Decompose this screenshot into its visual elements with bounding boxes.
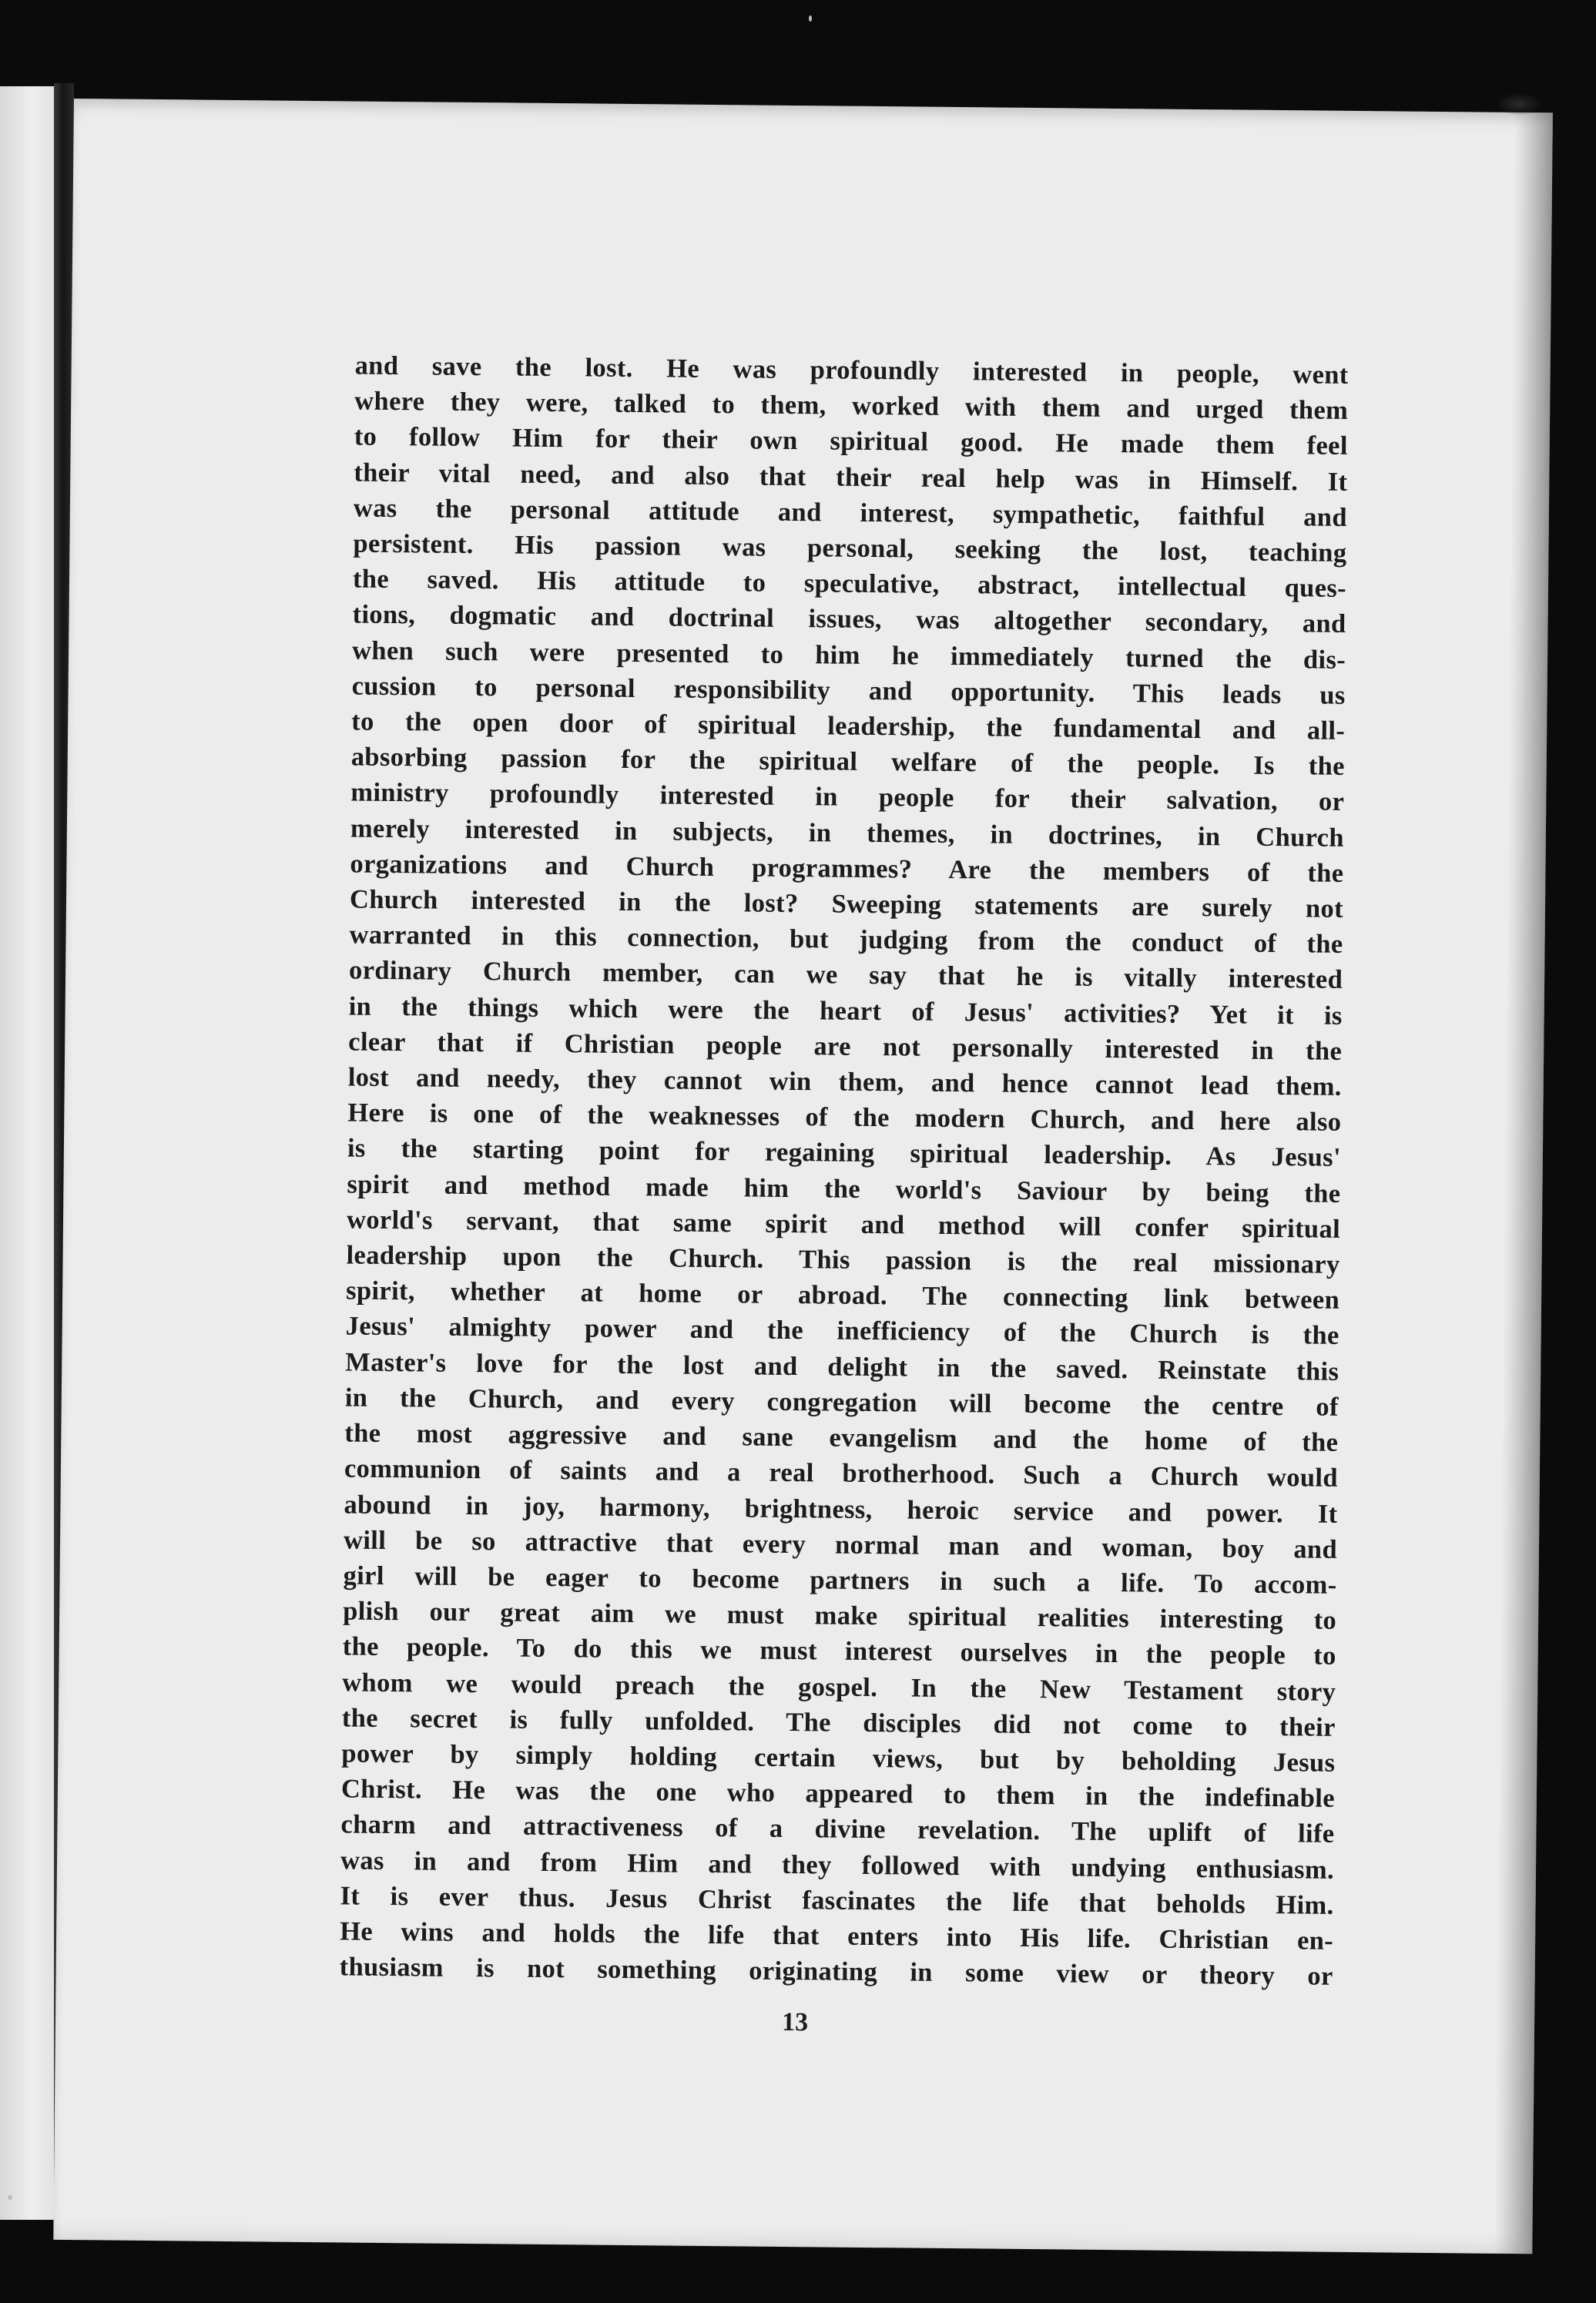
- text-line: organizations and Church programmes? Are the members of the: [350, 849, 1344, 888]
- text-line: He wins and holds the life that enters into His life. Christian en-: [339, 1916, 1334, 1956]
- text-line: cussion to personal responsibility and opportunity. This leads us: [351, 671, 1346, 710]
- text-line: ministry profoundly interested in people for their salvation, or: [350, 777, 1345, 817]
- text-line: the saved. His attitude to speculative, abstract, intellectual ques-: [352, 564, 1347, 604]
- text-line: tions, dogmatic and doctrinal issues, was altogether secondary, and: [352, 599, 1346, 639]
- text-line: persistent. His passion was personal, seeking the lost, teaching: [353, 528, 1347, 568]
- text-line: the secret is fully unfolded. The disciples did not come to their: [341, 1703, 1336, 1742]
- text-line: where they were, talked to them, worked with them and urged them: [354, 386, 1349, 426]
- page-edge-shadow: [1494, 112, 1553, 2254]
- text-line: Jesus' almighty power and the inefficiency of the Church is the: [345, 1311, 1340, 1351]
- text-line: communion of saints and a real brotherhood. Such a Church would: [344, 1453, 1339, 1493]
- text-line: lost and needy, they cannot win them, and hence cannot lead them.: [347, 1062, 1342, 1101]
- text-line: whom we would preach the gospel. In the New Testament story: [342, 1667, 1336, 1707]
- text-line: to the open door of spiritual leadership, the fundamental and all-: [351, 706, 1346, 746]
- book-page: [53, 99, 1553, 2254]
- text-line: spirit, whether at home or abroad. The connecting link between: [345, 1276, 1340, 1316]
- text-line: plish our great aim we must make spiritual realities interesting to: [342, 1596, 1337, 1635]
- text-line: merely interested in subjects, in themes, in doctrines, in Church: [350, 813, 1345, 853]
- text-line: Here is one of the weaknesses of the modern Church, and here also: [347, 1098, 1342, 1138]
- text-line: when such were presented to him he immediately turned the dis-: [351, 635, 1346, 675]
- text-line: abound in joy, harmony, brightness, heroic service and power. It: [344, 1489, 1338, 1529]
- text-line: Christ. He was the one who appeared to them in the indefinable: [340, 1774, 1336, 1813]
- text-line: spirit and method made him the world's Saviour by being the: [347, 1169, 1341, 1208]
- text-line: was the personal attitude and interest, sympathetic, faithful and: [353, 493, 1348, 532]
- body-text: [340, 348, 1349, 1995]
- text-line: is the starting point for regaining spiritual leadership. As Jesus': [347, 1133, 1342, 1173]
- text-line: girl will be eager to become partners in such a life. To accom-: [343, 1560, 1337, 1600]
- text-line: It is ever thus. Jesus Christ fascinates the life that beholds Him.: [340, 1881, 1334, 1920]
- text-line: charm and attractiveness of a divine revelation. The uplift of life: [340, 1809, 1335, 1849]
- text-line: was in and from Him and they followed with undying enthusiasm.: [340, 1845, 1335, 1885]
- text-line: the people. To do this we must interest ourselves in the people to: [342, 1631, 1336, 1671]
- text-line: their vital need, and also that their real help was in Himself. It: [354, 458, 1348, 497]
- text-line: thusiasm is not something originating in some view or theory or: [339, 1952, 1333, 1991]
- text-line: world's servant, that same spirit and method will confer spiritual: [346, 1205, 1341, 1244]
- page-number: 13: [781, 2007, 809, 2037]
- page-corner-mark: [1496, 92, 1542, 116]
- text-line: the most aggressive and sane evangelism and the home of the: [344, 1418, 1339, 1457]
- text-line: power by simply holding certain views, but by beholding Jesus: [341, 1738, 1336, 1778]
- text-line: to follow Him for their own spiritual good. He made them feel: [354, 421, 1348, 461]
- text-line: Church interested in the lost? Sweeping statements are surely not: [349, 884, 1344, 924]
- text-line: will be so attractive that every normal man and woman, boy and: [343, 1525, 1338, 1564]
- text-line: in the things which were the heart of Jesus' activities? Yet it is: [348, 991, 1343, 1031]
- text-line: leadership upon the Church. This passion is the real missionary: [346, 1240, 1340, 1279]
- left-page-edge: [0, 86, 54, 2220]
- text-line: ordinary Church member, can we say that he is vitally interested: [348, 955, 1343, 995]
- text-line: and save the lost. He was profoundly interested in people, went: [354, 350, 1349, 390]
- text-line: clear that if Christian people are not personally interested in the: [348, 1027, 1343, 1066]
- dust-speck: [8, 2195, 12, 2200]
- dust-speck: [809, 15, 812, 22]
- text-line: in the Church, and every congregation will become the centre of: [344, 1383, 1339, 1422]
- text-line: absorbing passion for the spiritual welfare of the people. Is the: [350, 742, 1345, 782]
- text-line: Master's love for the lost and delight in the saved. Reinstate this: [345, 1347, 1340, 1386]
- text-line: warranted in this connection, but judging from the conduct of the: [349, 920, 1343, 960]
